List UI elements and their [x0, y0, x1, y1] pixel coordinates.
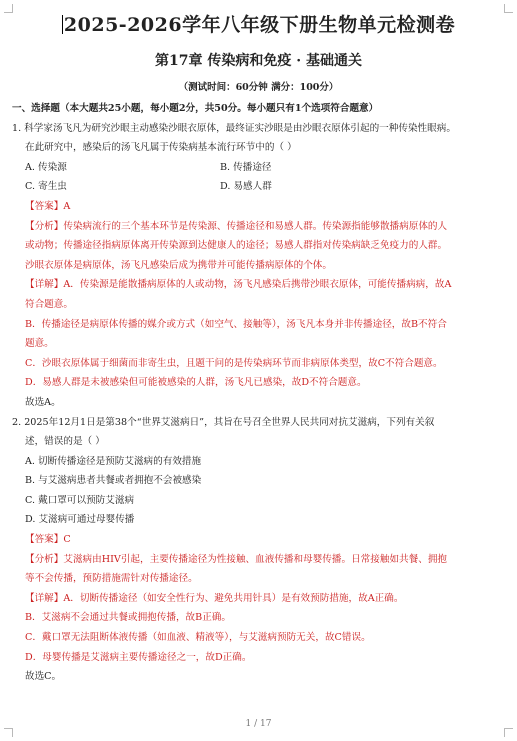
option-a: A. 传染源: [25, 161, 67, 173]
text-cursor: [62, 15, 63, 34]
detail-text: 题意。: [25, 338, 54, 350]
analysis-text: 沙眼衣原体是病原体，汤飞凡感染后成为携带并可能传播病原体的个体。: [25, 259, 332, 271]
analysis-text: 【分析】传染病流行的三个基本环节是传染源、传播途径和易感人群。传染源指能够散播病原体的人: [25, 220, 448, 232]
document-title-text: 2025-2026学年八年级下册生物单元检测卷: [63, 14, 456, 36]
detail-text: C．沙眼衣原体属于细菌而非寄生虫，且题干问的是传染病环节而非病原体类型，故C不符合题意。: [25, 357, 443, 369]
option-row: [12, 177, 507, 197]
detail-text: 【详解】A．传染源是能散播病原体的人或动物，汤飞凡感染后携带沙眼衣原体，可能传播病病，故A: [25, 279, 452, 291]
option-d: D. 艾滋病可通过母婴传播: [25, 514, 135, 526]
detail-text: B．艾滋病不会通过共餐或拥抱传播，故B正确。: [25, 612, 231, 624]
analysis-text: 或动物；传播途径指病原体离开传染源到达健康人的途径；易感人群指对传染病缺乏免疫力的人群。: [25, 240, 448, 252]
question-1: [12, 119, 507, 413]
option-row: [12, 158, 507, 178]
conclusion-text: 故选A。: [25, 396, 61, 408]
detail-text: D．母婴传播是艾滋病主要传播途径之一，故D正确。: [25, 651, 252, 663]
detail-text: D．易感人群是未被感染但可能被感染的人群，汤飞凡已感染，故D不符合题意。: [25, 377, 367, 389]
detail-text: 【详解】A．切断传播途径（如安全性行为、避免共用针具）是有效预防措施，故A正确。: [25, 592, 404, 604]
question-stem: 1. 科学家汤飞凡为研究沙眼主动感染沙眼衣原体，最终证实沙眼是由沙眼衣原体引起的一种传染性眼病。: [12, 122, 456, 134]
option-d: D. 易感人群: [220, 181, 272, 193]
question-2: [12, 413, 507, 687]
analysis-text: 等不会传播，预防措施需针对传播途径。: [25, 573, 198, 585]
crop-mark-bottom-left: [4, 728, 13, 737]
answer-line: 【答案】A: [25, 200, 71, 212]
option-a: A. 切断传播途径是预防艾滋病的有效措施: [25, 455, 202, 467]
detail-text: B．传播途径是病原体传播的媒介或方式（如空气、接触等），汤飞凡本身并非传播途径，故B不符合: [25, 318, 447, 330]
detail-text: C．戴口罩无法阻断体液传播（如血液、精液等），与艾滋病预防无关，故C错误。: [25, 632, 371, 644]
chapter-subtitle: 第17章 传染病和免疫 · 基础通关: [155, 53, 362, 69]
option-b: B. 传播途径: [220, 161, 272, 173]
detail-text: 符合题意。: [25, 298, 73, 310]
section-heading: 一、选择题（本大题共25小题，每小题2分，共50分。每小题只有1个选项符合题意）: [12, 103, 379, 114]
option-c: C. 戴口罩可以预防艾滋病: [25, 494, 135, 506]
crop-mark-bottom-right: [504, 728, 513, 737]
page-number: 1 / 17: [245, 719, 272, 729]
document-body: [12, 99, 507, 687]
analysis-text: 【分析】艾滋病由HIV引起，主要传播途径为性接触、血液传播和母婴传播。日常接触如共餐、拥抱: [25, 553, 448, 565]
document-title[interactable]: [0, 10, 517, 37]
question-stem: 2. 2025年12月1日是第38个“世界艾滋病日”，其旨在号召全世界人民共同对抗艾滋病，下列有关叙: [12, 416, 435, 428]
question-stem: 在此研究中，感染后的汤飞凡属于传染病基本流行环节中的（ ）: [25, 142, 297, 154]
answer-line: 【答案】C: [25, 534, 71, 546]
exam-meta: （测试时间：60分钟 满分：100分）: [178, 82, 339, 93]
question-stem: 述，错误的是（ ）: [25, 436, 105, 448]
option-b: B. 与艾滋病患者共餐或者拥抱不会被感染: [25, 475, 202, 487]
conclusion-text: 故选C。: [25, 671, 62, 683]
option-c: C. 寄生虫: [25, 181, 67, 193]
